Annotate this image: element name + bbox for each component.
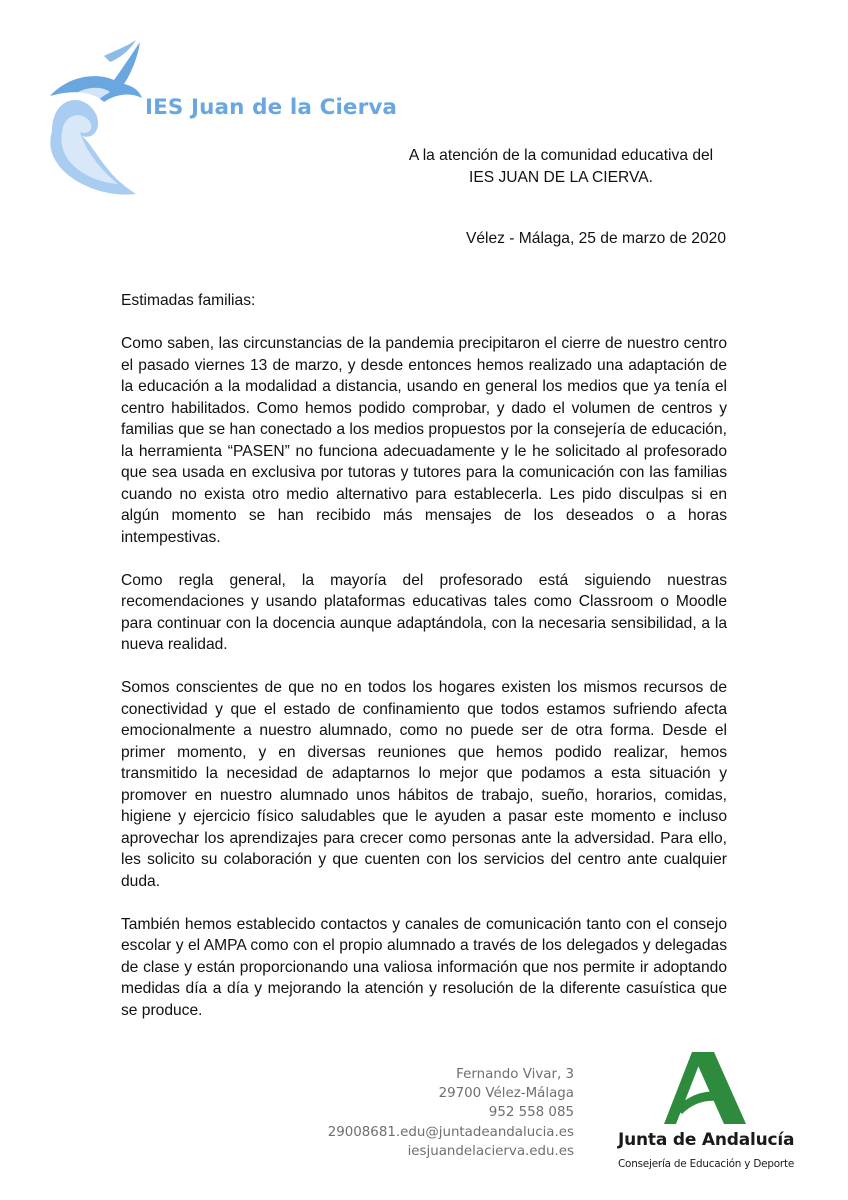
- footer-contact: [328, 1065, 574, 1161]
- junta-andalucia-a-logo-icon: [662, 1050, 750, 1126]
- junta-logo: [612, 1050, 812, 1180]
- addressee-block: [378, 145, 744, 189]
- school-logo: [44, 36, 398, 201]
- junta-department: Consejería de Educación y Deporte: [618, 1158, 795, 1170]
- letter-paragraph: Como regla general, la mayoría del profesorado está siguiendo nuestras recomendaciones y usando plataformas educativas tales como Classroom o Moodle para continuar con la docencia aunque adaptándola, con la necesaria sensibilidad, a la nueva realidad.: [121, 571, 727, 653]
- footer-phone: 952 558 085: [488, 1105, 574, 1121]
- letter-date: Vélez - Málaga, 25 de marzo de 2020: [465, 230, 726, 247]
- addressee-line: A la atención de la comunidad educativa del: [408, 147, 714, 164]
- letter-paragraph: También hemos establecido contactos y canales de comunicación tanto con el consejo escolar y el AMPA como con el propio alumnado a través de los delegados y delegadas de clase y están proporcionando una valiosa información que nos permite ir adoptando medidas día a día y mejorando la atención y resolución de la diferente casuística que se produce.: [121, 915, 727, 1019]
- footer-street: Fernando Vivar, 3: [456, 1067, 574, 1082]
- salutation: Estimadas familias:: [121, 292, 256, 309]
- footer-website: iesjuandelacierva.edu.es: [407, 1143, 574, 1159]
- footer-postal: 29700 Vélez-Málaga: [438, 1086, 574, 1102]
- addressee-line: IES JUAN DE LA CIERVA.: [468, 169, 653, 186]
- junta-name: Junta de Andalucía: [618, 1130, 795, 1150]
- letter-paragraph: Como saben, las circunstancias de la pandemia precipitaron el cierre de nuestro centro el pasado viernes 13 de marzo, y desde entonces hemos realizado una adaptación de la educación a la modalidad a distancia, usando en general los medios que ya tenía el centro habilitados. Como hemos podido comprobar, y dado el volumen de centros y familias que se han conectado a los medios propuestos por la consejería de educación, la herramienta “PASEN” no funciona adecuadamente y le he solicitado al profesorado que sea usada en exclusiva por tutoras y tutores para la comunicación con las familias cuando no exista otro medio alternativo para establecerla. Les pido disculpas si en algún momento se han recibido más mensajes de los deseados o a horas intempestivas.: [121, 335, 727, 546]
- school-name: IES Juan de la Cierva: [145, 95, 398, 120]
- letter-paragraph: Somos conscientes de que no en todos los hogares existen los mismos recursos de conectividad y que el estado de confinamiento que todos estamos sufriendo afecta emocionalmente a nuestro alumnado, como no puede ser de otra forma. Desde el primer momento, y en diversas reuniones que hemos podido realizar, hemos transmitido la necesidad de adaptarnos lo mejor que podamos a esta situación y promover en nuestro alumnado unos hábitos de trabajo, sueño, horarios, comidas, higiene y ejercicio físico saludables que le ayuden a pasar este momento e incluso aprovechar los aprendizajes para crecer como personas ante la adversidad. Para ello, les solicito su colaboración y que cuenten con los servicios del centro ante cualquier duda.: [121, 679, 727, 890]
- letter-body: [121, 290, 727, 1043]
- seabird-wave-logo-icon: [44, 36, 144, 201]
- footer-email: 29008681.edu@juntadeandalucia.es: [327, 1124, 574, 1140]
